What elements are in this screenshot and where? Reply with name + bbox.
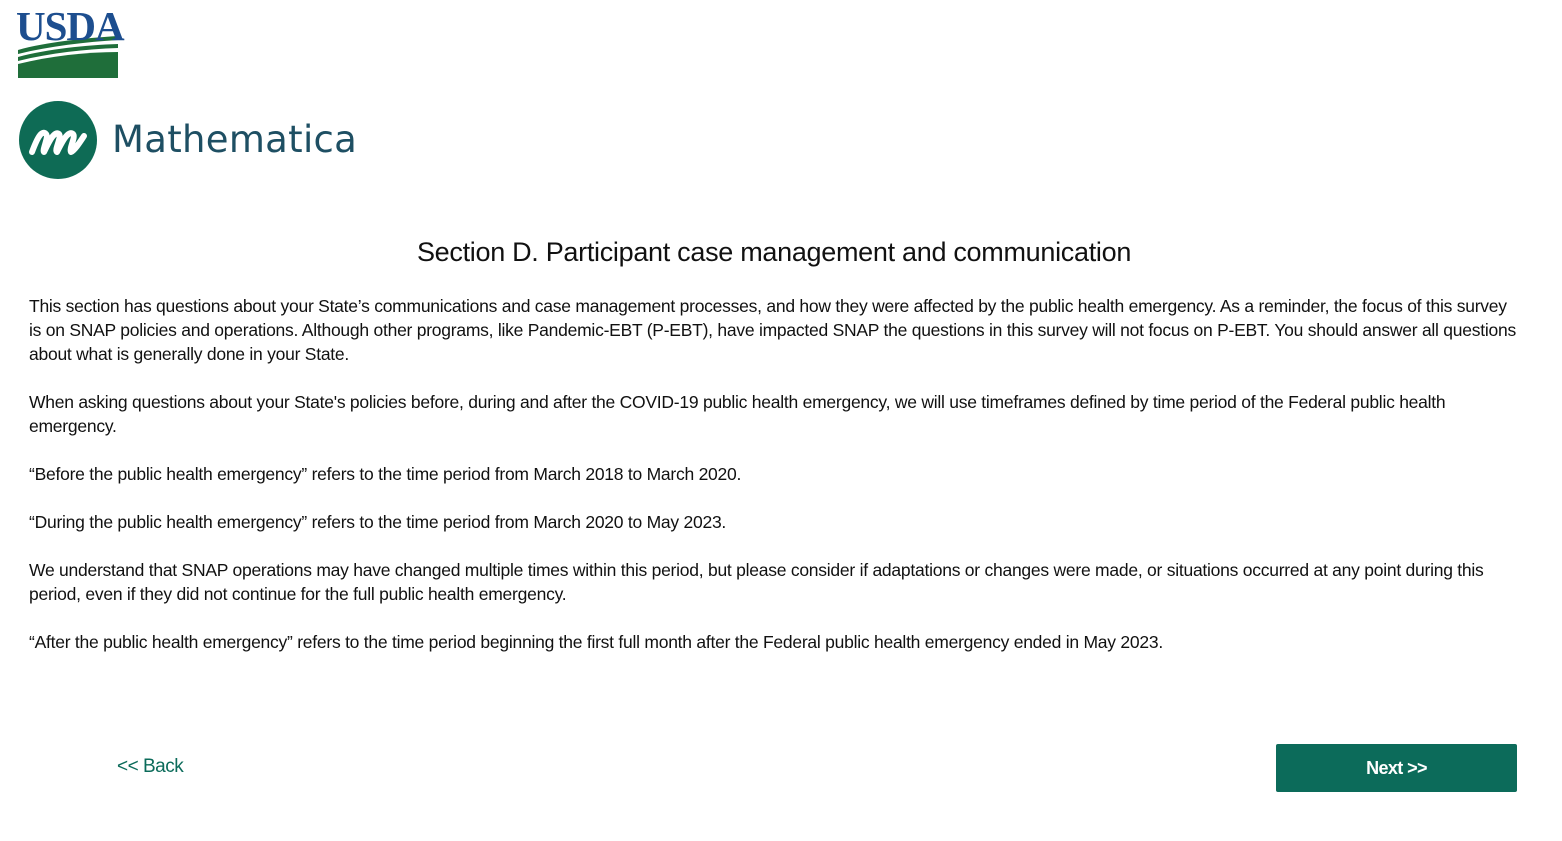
intro-paragraph: We understand that SNAP operations may have changed multiple times within this period, but please consider if adaptations or changes were made, or situations occurred at any point during this period, even if they did not continue for the full public health emergency. [29,560,1484,604]
navigation-bar [0,744,1562,792]
intro-paragraph: “After the public health emergency” refers to the time period beginning the first full month after the Federal public health emergency ended in May 2023. [29,632,1163,652]
next-button[interactable]: Next >> [1276,744,1517,792]
usda-logo [16,3,124,80]
intro-paragraph: “During the public health emergency” refers to the time period from March 2020 to May 2023. [29,512,727,532]
back-link[interactable]: << Back [117,756,184,777]
usda-wordmark: USDA [16,3,124,49]
header [16,3,358,161]
mathematica-logo [18,100,357,180]
intro-paragraph: This section has questions about your State’s communications and case management processes, and how they were affected by the public health emergency. As a reminder, the focus of this survey is on SNAP policies and operations. Although other programs, like Pandemic-EBT (P-EBT), have impacted SNAP the questions in this survey will not focus on P-EBT. You should answer all questions about what is generally done in your State. [29,296,1516,364]
mathematica-m-icon [18,100,98,180]
section-title: Section D. Participant case management and communication [416,237,1132,267]
intro-paragraph: “Before the public health emergency” refers to the time period from March 2018 to March 2020. [29,464,742,484]
intro-paragraph: When asking questions about your State's policies before, during and after the COVID-19 public health emergency, we will use timeframes defined by time period of the Federal public health emergency. [29,392,1446,436]
main-content [29,232,1519,678]
intro-text [29,294,1519,654]
mathematica-wordmark: Mathematica [112,118,358,161]
